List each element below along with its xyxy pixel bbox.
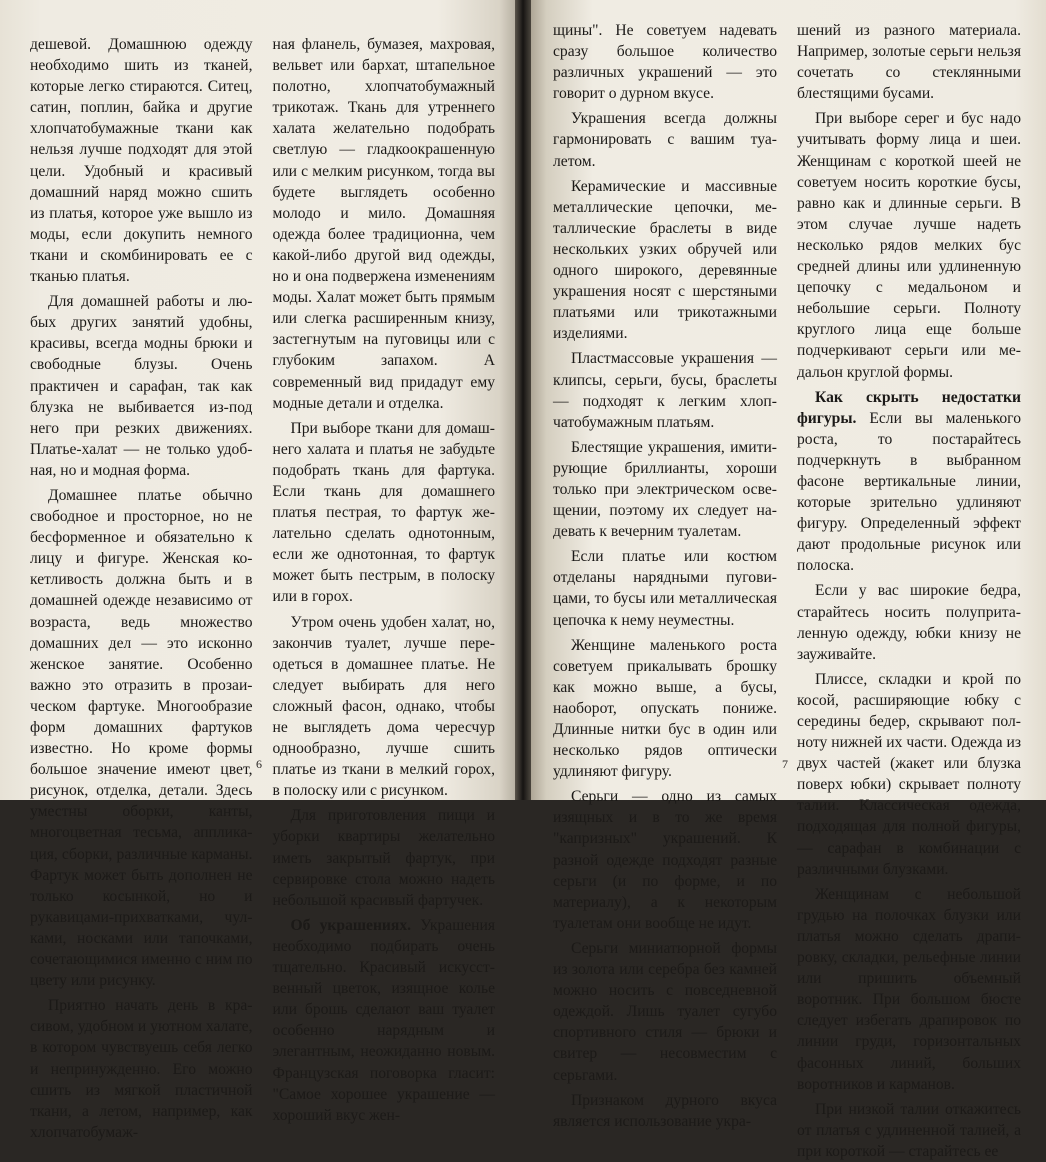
section-text: Если вы маленького роста, то постарайтесь подчеркнуть в выбранном фасоне вертикальные линии, которые зрительно удлиняют фигуру. Определенный эффект дают продольные рисунок или полоска. (797, 409, 1021, 575)
page-number: 6 (256, 757, 262, 771)
right-page-column-2 (797, 20, 1021, 1160)
paragraph: дешевой. Домашнюю одежду необходимо шить из тканей, которые легко стираются. Ситец, сатин, поплин, байка и другие хлопчатобумажные ткани как нельзя лучше подходят для этой цели. Удобный и красивый домашний наряд можно сшить из платья, которое уже вышло из моды, если докупить немного ткани и скомбинировать ее с тканью платья. (30, 36, 253, 286)
book-gutter (515, 0, 531, 800)
paragraph: щины". Не советуем надевать сразу большое количество различных украшений — это говорит о дурном вкусе. (553, 22, 777, 103)
paragraph: При выборе серег и бус надо учитывать форму лица и шеи. Женщинам с короткой шеей не советуем носить короткие бусы, равно как и длинные серьги. В этом случае лучше надеть несколько рядов мелких бус средней длины или удлиненную цепочку с медальоном и небольшие серьги. Полноту круглого лица еще больше подчеркивают серьги или медальон круглой формы. (797, 110, 1021, 381)
paragraph: Приятно начать день в красивом, удобном и уютном халате, в котором чувствуешь себя легко и непринужденно. Его можно сшить из мягкой пластичной ткани, а летом, например, как хлопчатобумаж- (30, 997, 253, 1141)
paragraph: Женщине маленького роста советуем прикалывать брошку как можно выше, а бусы, наоборот, опускать пониже. Длинные нитки бус в один или несколько рядов оптически удлиняют фигуру. (553, 636, 777, 781)
paragraph: Украшения всегда должны гармонировать с вашим туалетом. (553, 110, 777, 170)
right-page (531, 0, 1046, 1160)
paragraph: Женщинам с небольшой грудью на полочках блузки или платья можно сделать драпировку, складки, рельефные линии или пришить объемный воротник. При большом бюсте следует избегать драпировок по линии груди, горизонтальных фасонных линий, больших воротников и карманов. (797, 885, 1021, 1093)
paragraph: Керамические и массивные металлические цепочки, металлические браслеты в виде нескольких узких обручей или одного широкого, деревянные украшения носят с шерстяными платьями или трикотажными изделиями. (553, 177, 777, 343)
paragraph: Пластмассовые украшения — клипсы, серьги, бусы, браслеты — подходят к легким хлопчатобумажным платьям. (553, 350, 777, 431)
paragraph: Плиссе, складки и крой по косой, расширяющие юбку с середины бедер, скрывают полноту нижней их части. Одежда из двух частей (жакет или блузка поверх юбки) скрывает полноту талии. Классическая одежда, подходящая для полной фигуры, — сарафан в комбинации с различными блузками. (797, 670, 1021, 878)
paragraph: Если платье или костюм отделаны нарядными пуговицами, то бусы или металлическая цепочка к нему неуместны. (553, 548, 777, 629)
paragraph: Признаком дурного вкуса является использование укра- (553, 1091, 777, 1130)
section-heading: Как скрыть недостатки фигуры. (797, 388, 1021, 427)
paragraph: ная фланель, бумазея, махровая, вельвет или бархат, штапельное полотно, хлопчатобумажный трикотаж. Ткань для утреннего халата желательно подобрать светлую — гладкоокрашенную или с мелким рисунком, тогда вы будете выглядеть особенно молодо и мило. Домашняя одежда более традиционна, чем какой-либо другой вид одежды, но и она подвержена изменениям моды. Халат может быть прямым или слегка расширенным книзу, застегнутым на пуговицы или с глубоким запахом. А современный вид придадут ему модные детали и отделка. (272, 36, 495, 412)
paragraph: Домашнее платье обычно свободное и просторное, но не бесформенное и обязательно к лицу и фигуре. Женская кокетливость должна быть и в домашней одежде независимо от возраста, ведь множество домашних дел — это исконно женское занятие. Особенно важно это отразить в прозаическом фартуке. Многообразие форм домашних фартуков известно. Но кроме формы большое значение имеют цвет, рисунок, отделка, детали. Здесь уместны оборки, канты, многоцветная тесьма, аппликация, сборки, различные карманы. Фартук может быть дополнен не только косынкой, но и рукавицами-прихватками, чулками, носками или тапочками, сочетающимися именно с ним по цвету или рисунку. (30, 486, 253, 990)
paragraph: Для приготовления пищи и уборки квартиры желательно иметь закрытый фартук, при сервировке стола можно надеть небольшой красивый фартучек. (272, 807, 495, 909)
section-heading: Об украшениях. (290, 916, 412, 934)
left-page-column-2 (272, 34, 496, 1124)
paragraph: Для домашней работы и любых других занятий удобны, красивы, всегда модны брюки и свободные блузы. Очень практичен и сарафан, так как блузка не выбивается из-под него при резких движениях. Платье-халат — не только удобная, но и модная форма. (30, 293, 253, 479)
paragraph: Блестящие украшения, имитирующие бриллианты, хороши только при электрическом освещении, поэтому их следует надевать к вечерним туалетам. (553, 438, 777, 541)
section-paragraph (797, 387, 1021, 577)
page-number: 7 (782, 757, 788, 771)
paragraph: При низкой талии откажитесь от платья с удлиненной талией, а при короткой — старайтесь ее (797, 1100, 1021, 1160)
paragraph: Серьги — одно из самых изящных и в то же время "капризных" украшений. К разной одежде подходят разные серьги (и по форме, и по материалу), а к некоторым туалетам они вообще не идут. (553, 788, 777, 932)
paragraph: шений из разного материала. Например, золотые серьги нельзя сочетать со стеклянными блестящими бусами. (797, 22, 1021, 103)
right-page-column-1 (553, 20, 777, 1130)
paragraph: Серьги миниатюрной формы из золота или серебра без камней можно носить с повседневной одеждой. Лишь туалет сугубо спортивного стиля — брюки и свитер — несовместим с серьгами. (553, 939, 777, 1084)
section-paragraph (273, 915, 496, 1126)
left-page-column-1 (30, 34, 253, 1141)
left-page (0, 0, 515, 1141)
section-text: Украшения необходимо подбирать очень тщательно. Красивый искусственный цветок, изящное колье или брошь сделают ваш туалет особенно нарядным и элегантным, неожиданно новым. Французская поговорка гласит: "Самое хорошее украшение — хороший вкус жен- (272, 916, 496, 1124)
paragraph: Если у вас широкие бедра, старайтесь носить полуприталенную одежду, юбки книзу не зауживайте. (797, 582, 1021, 663)
paragraph: При выборе ткани для домашнего халата и платья не забудьте подобрать ткань для фартука. Если ткань для домашнего платья пестрая, то фартук желательно сделать однотонным, если же однотонная, то фартук может быть пестрым, в полоску или в горох. (272, 419, 495, 606)
paragraph: Утром очень удобен халат, но, закончив туалет, лучше переодеться в домашнее платье. Не следует выбирать для него сложный фасон, однако, чтобы не выглядеть дома чересчур однообразно, лучше сшить платье из ткани в мелкий горох, в полоску или с рисунком. (272, 613, 495, 800)
